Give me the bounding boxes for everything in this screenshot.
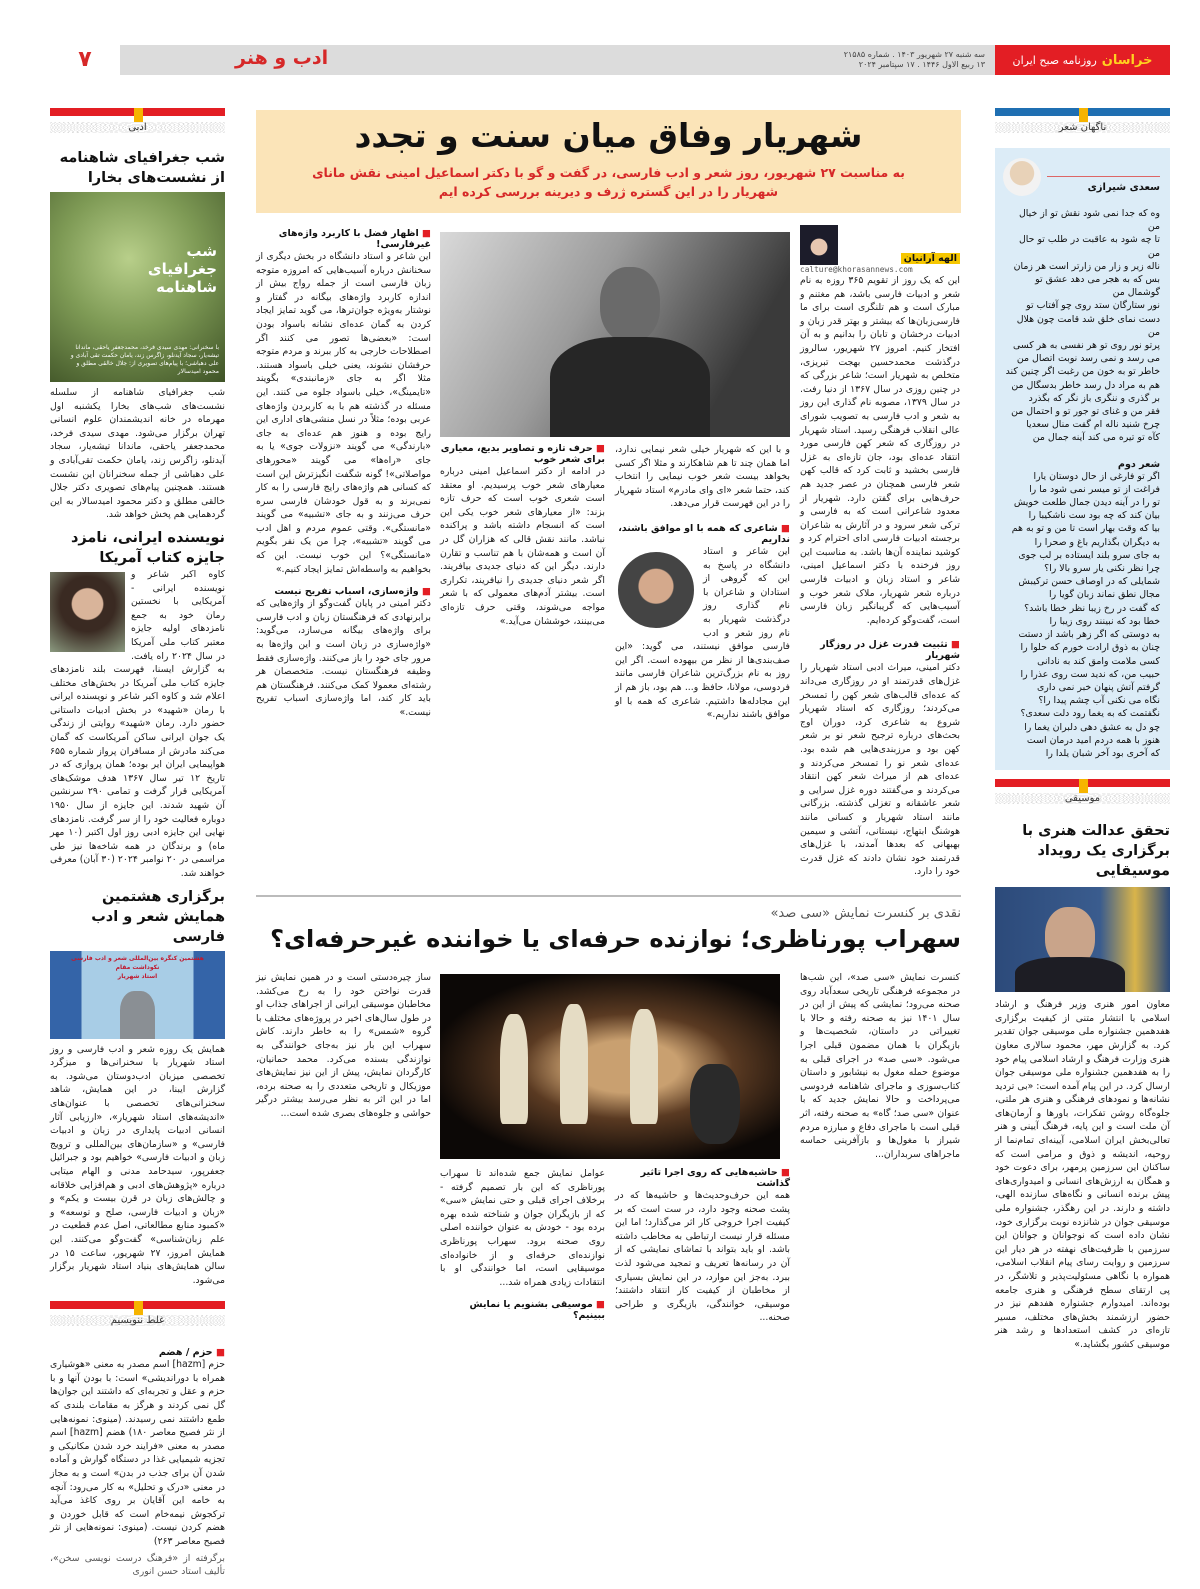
right-column [995, 108, 1170, 1352]
poem-line: مجال نطق نماند زبان گویا را [1049, 589, 1160, 601]
main-col-4 [256, 228, 431, 720]
poem-line: اگر تو فارغی از حال دوستان یارا [1033, 470, 1160, 482]
page-header [50, 45, 1170, 75]
poem-line: نور ستارگان ستد روی چو آفتاب تو [1026, 300, 1160, 312]
poem-line: که گفت در رخ زیبا نظر خطا باشد؟ [1024, 602, 1160, 614]
article-body: در ادامه از دکتر اسماعیل امینی درباره معیارهای شعر خوب پرسیدیم. او معتقد است شعری خوب است که حرف تازه بزند: «از معیارهای شعر خوب یکی این است که انسجام داشته باشد و پراکنده نباشد. مانند نقش قالی که هزاران گل در آن است و همه‌شان با هم تناسب و تقارن دارند. دیگر این که دنیای جدیدی بیافریند. اگر شعر دنیای جدیدی را نیافریند، تکراری است. بیشتر آدم‌های معمولی که با شعر مواجه می‌شوند، وقتی حرف تازه‌ای می‌بینند، خوششان می‌آید.» [440, 466, 605, 627]
article-body: معاون امور هنری وزیر فرهنگ و ارشاد اسلامی با انتشار متنی از کیفیت برگزاری هفدهمین جشنواره ملی موسیقی جوان تقدیر کرد. به گزارش مهر، محمود سالاری معاون هنری وزارت فرهنگ و ارشاد اسلامی پیام خود را به هفدهمین جشنواره ملی موسیقی جوان ارسال کرد. در این پیام آمده است: «بی تردید نشانه‌ها و نمودهای فرهنگی و هنری هر ملتی، جلوه‌گاه روشن تفکرات، باورها و آرمان‌های آن ملت است و این پایه، فرهنگ آیینی و هنر تعالی‌بخش ایران اسلامی، آیینه‌ای تمام‌نما از روحیه، اندیشه و ذوق و مرامی است که ساکنان این سرزمین پرمهر، برای دعوت خود و همگان به ارزش‌های انسانی و امیدواری‌های پیش برنده انسانی و نگاه‌های سازنده الهی، داشته و دارند. در این رهگذر، جشنواره ملی موسیقی جوان در شانزده نوبت برگزاری خود، نشان داده است که نوجوانان و جوانان این سرزمین با ظرفیت‌های نهفته در هر دیار این سرزمین و روایت رسای پیام انقلاب اسلامی، همواره با نگاهی مسئولیت‌پذیر و تلاشگر، در پی ارتقای سطح فرهنگی و هنری جامعه بوده‌اند. امیدوارم جشنواره هفدهم نیز در حضور ارزشمند بخش‌های مختلف، مسیر تازه‌ای در کشف استعدادها و رشد هنر موسیقی کشور بگشاید.» [995, 999, 1170, 1350]
poem-line: کآه تو تیره می کند آینه جمال من [1032, 432, 1160, 444]
main-area [256, 110, 961, 1335]
poem-line: فقر من و غنای تو جور تو و احتمال من [1011, 406, 1160, 418]
poem-line: دست نمای خلق شد قامت چون هلال من [1016, 313, 1160, 338]
poem-line: تا چه شود به عاقبت در طلب تو حال من [1019, 234, 1160, 259]
poem-line: حبیب من، که ندید ست روی عذرا را [1020, 668, 1160, 680]
divider [1047, 176, 1160, 177]
entry-title: ■ حزم / هضم [50, 1347, 225, 1358]
poem-line: نگفتمت که به یغما رود دلت سعدی؟ [1020, 708, 1160, 720]
poem-text [995, 203, 1170, 445]
article-body: این که یک روز از تقویم ۳۶۵ روزه به نام شعر و ادبیات فارسی باشد، هم مغتنم و مبارک است و هم تلنگری است برای ما فارسی‌زبان‌ها که بیشتر و بهتر قدر زبان و ادبیات درخشان و تابان را بدانیم و به آن افتخار کنیم. امروز ۲۷ شهریور، سالروز درگذشت محمدحسین بهجت تبریزی، متخلص به شهریار است؛ شاعر بزرگی که در چنین روزی در سال ۱۳۶۷ از دنیا رفت. در سال ۱۳۷۹، مصوبه نام گذاری این روز به شعر و ادب فارسی به تصویب شورای عالی انقلاب فرهنگی رسید. استاد شهریار در روزگاری که شعر کهن فارسی مورد انتقاد عده‌ای بود، جان تازه‌ای به غزل فارسی بخشید و ثابت کرد که قالب کهن شعر فارسی همچنان در عصر جدید هم حرف‌هایی برای گفتن دارد. شهریار از معدود شاعرانی است که به فارسی و ترکی شعر سرود و در آثارش به شاعران برجسته ادبیات فارسی ادای احترام کرد و کوشید نماینده آن‌ها باشد. به مناسبت این روز فرخنده با دکتر اسماعیل امینی، شاعر و استاد زبان و ادبیات فارسی درباره شعر شهریار، ملاک شعر خوب و آسیب‌هایی که گریبانگیر زبان فارسی است، گفت‌وگو کرده‌ایم. [800, 275, 961, 626]
review-article [256, 897, 961, 1335]
author-email[interactable]: calture@khorasannews.com [800, 265, 913, 274]
section-title: ادب و هنر [235, 47, 329, 69]
headline: شهریار وفاق میان سنت و تجدد [354, 116, 863, 155]
page-number: ۷ [50, 45, 120, 75]
review-col-2 [615, 1167, 790, 1325]
subheading: ■ اظهار فضل با کاربرد واژه‌های غیرفارسی! [256, 228, 431, 250]
poem-line: بیا که وقت بهار است تا من و تو به هم [1011, 523, 1160, 535]
box-label: ناگهان شعر [995, 122, 1170, 133]
poem-line: چنان به ذوق ارادت خورم که حلوا را [1020, 642, 1160, 654]
logo-brand: خراسان [1101, 52, 1153, 68]
article-body: کاوه اکبر شاعر و نویسنده ایرانی - آمریکایی با نخستین رمان خود به جمع نامزدهای اولیه جایزه معتبر کتاب ملی آمریکا در سال ۲۰۲۴ راه یافت. به گزارش ایسنا، فهرست بلند نامزدهای جایزه کتاب ملی آمریکا در بخش‌های مختلف اعلام شد و کاوه اکبر شاعر و نویسنده ایرانی با رمان «شهید» در بخش ادبیات داستانی حضور دارد. رمان «شهید» روایتی از زندگی یک جوان ایرانی ساکن آمریکاست که گمان می‌کند مادرش از مسافران پرواز شماره ۶۵۵ هواپیمایی ایران ایر بوده؛ همان پروازی که در تاریخ ۱۲ تیر سال ۱۳۶۷ هدف موشک‌های آمریکایی قرار گرفت و تمامی ۲۹۰ سرنشین آن شهید شدند. این جایزه از سال ۱۹۵۰ دوباره فعالیت خود را از سر گرفت. نامزدهای نهایی این جایزه ادبی روز اول اکتبر (۱۰ مهر ماه) و برندگان در همه شاخه‌ها نیز طی مراسمی در ۲۰ نوامبر ۲۰۲۴ (۳۰ آبان) معرفی خواهند شد. [50, 568, 225, 879]
issue-date [844, 50, 985, 70]
date-line: سه شنبه ۲۷ شهریور ۱۴۰۳ . شماره ۲۱۵۸۵ [843, 50, 985, 59]
poem-line: وه که جدا نمی شود نقش تو از خیال من [1019, 208, 1160, 233]
official-photo [995, 887, 1170, 992]
article-body: همایش یک روزه شعر و ادب فارسی و روز استاد شهریار با سخنرانی‌ها و میزگرد تخصصی میزبان ادب‌دوستان می‌شود. به گزارش ایبنا، در این همایش، شاهد سخنرانی‌های تخصصی با عنوان‌های «اندیشه‌های استاد شهریار»، «ارزیابی آثار انسانی ادبیات پایداری در زبان و ادبیات فارسی» و «سازمان‌های بین‌المللی و ترویج زبان و ادبیات فارسی» خواهیم بود و جبرائیل جعفرپور، سیدحامد مدنی و الهام میتایی درباره «پژوهش‌های ادبی و هم‌افزایی خلاقانه و چالش‌های زبان در قرن بیست و یکم» و «زبان و ادبیات فارسی، صلح و توسعه» و «کمبود منابع مطالعاتی، اصل عدم قطعیت در علم زبان‌شناسی» گفت‌وگو می‌کنند. این همایش امروز، ۲۷ شهریور، ساعت ۱۵ در سالن همایش‌های بنیاد استاد شهریار برگزار می‌شود. [50, 1043, 226, 1286]
main-col-3 [440, 443, 605, 628]
poem-line: فراغت از تو میسر نمی شود ما را [1029, 483, 1160, 495]
concert-photo [440, 974, 780, 1159]
shahnameh-poster [50, 192, 225, 382]
article-title: شب جغرافیای شاهنامه از نشست‌های بخارا [59, 150, 225, 186]
poem-line: به جای سرو بلند ایستاده بر لب جوی [1018, 549, 1160, 561]
kicker: نقدی بر کنسرت نمایش «سی صد» [770, 906, 961, 921]
logo-tagline: روزنامه صبح ایران [1012, 53, 1097, 67]
entry-source: برگرفته از «فرهنگ درست نویسی سخن»، تألیف استاد حسن انوری [50, 1552, 225, 1578]
poem-line: نگاه می نکنی آب چشم پیدا را؟ [1038, 695, 1160, 707]
poster-line: نکوداشت مقام [115, 963, 160, 971]
article-body: ساز چیره‌دستی است و در همین نمایش نیز قدرت نواختن خود را به رخ می‌کشد. مخاطبان موسیقی ایرانی از اجراهای جذاب او در طول سال‌های اخیر در پروژه‌های مختلف با گروه «شمس» را به خاطر دارند. کاش سهراب این بار نیز به‌جای خوانندگی به نوازندگی بسنده می‌کرد. محمد حمانیان، کارگردان نمایش، پیش از این نیز نمایش‌های موزیکال و تاریخی متعددی را به صحنه برده، اما در این اثر به نظر می‌رسد بیشتر درگیر حواشی و جلوه‌های بصری شده است... [256, 972, 431, 1119]
box-label: موسیقی [995, 793, 1170, 804]
poem-line: کسی ملامت وامق کند به نادانی [1037, 655, 1160, 667]
headline-box [256, 110, 961, 213]
article-body: شب جغرافیای شاهنامه از سلسله نشست‌های شب‌های بخارا یکشنبه اول مهرماه در خانه اندیشمندان علوم انسانی تهران برگزار می‌شود. مهدی سیدی فرخد، محمدجعفر یاحقی، ماندانا تیشه‌یار، سجاد آیدنلو، زاگرس زند، یامان حکمت تقی‌آبادی و علی دهباشی از جمله سخنرانان این نشست هستند. همچنین پیام‌های تصویری دکتر جلال خالقی مطلق و دکتر محمود امیدسالار به این گردهمایی هم پخش خواهد شد. [50, 387, 225, 521]
poem-line: می رسد و نمی رسد نوبت اتصال من [1016, 353, 1160, 365]
article-body: این شاعر و استاد دانشگاه در پاسخ به این که گروهی از استادان و شاعران با نام گذاری روز درگذشت شهریار به نام روز شعر و ادب فارسی موافق نیستند، می گوید: «این صف‌بندی‌ها از نظر من بیهوده است. اگر این روز به نام بزرگ‌ترین شاعران فارسی مانند فردوسی، مولانا، حافظ و... هم بود، باز هم از این مجادله‌ها داشتیم. شاعری که همه با او موافق باشند نداریم.» [615, 545, 790, 721]
poem-line: خاطر تو به خون من رغبت اگر چنین کند [1005, 366, 1160, 378]
review-header [256, 906, 961, 953]
subheading: ■ واژه‌سازی، اسباب تفریح نیست [256, 586, 431, 597]
review-col-3 [440, 1167, 605, 1321]
poem-line: گرفتم آتش پنهان خبر نمی داری [1036, 681, 1160, 693]
author-photo [50, 572, 125, 652]
article-body: همه این حرف‌وحدیث‌ها و حاشیه‌ها که در پشت صحنه وجود دارد، در ست است که بر کیفیت اجرا خروجی کار اثر می‌گذارد؛ اما این مسئله قرار نیست ارتباطی به مخاطب داشته باشد. او باید بتواند با تماشای نمایشی که از آن در رسانه‌ها تعریف و تمجید می‌شود لذت ببرد. به‌جز این موارد، در این نمایش بسیاری از مخاطبان از کیفیت کار انتقاد داشتند؛ موسیقی، خوانندگی، بازیگری و طراحی صحنه... [615, 1190, 790, 1324]
poem-line: به دوستی که اگر زهر باشد از دستت [1018, 629, 1160, 641]
poet-name: سعدی شیرازی [1087, 182, 1160, 193]
article-title: نویسنده ایرانی، نامزد جایزه کتاب آمریکا [70, 529, 225, 566]
poster-line: استاد شهریار [117, 972, 158, 980]
poem-line: که آخری بود آخر شبان یلدا را [1045, 747, 1160, 759]
poem-line: بیان کند که چه بود ست ناشکیبا را [1028, 510, 1160, 522]
poem-box [995, 108, 1170, 770]
subheading: ■ شاعری که همه با او موافق باشند، نداریم [615, 523, 790, 545]
shahriar-photo [440, 232, 790, 437]
author-photo [800, 225, 838, 265]
lead: به مناسبت ۲۷ شهریور، روز شعر و ادب فارسی، در گفت و گو با دکتر اسماعیل امینی نقش مانای شهریار را در این گستره ژرف و دیرینه بررسی کرده ایم [312, 165, 905, 199]
poet-portrait [1003, 158, 1041, 196]
article-title: تحقق عدالت هنری با برگزاری یک رویداد موسیقایی [1022, 823, 1170, 880]
poem-line: بر گذری و ننگری باز نگر که بگذرد [1028, 392, 1160, 404]
article-body: کنسرت نمایش «سی صد»، این شب‌ها در مجموعه فرهنگی تاریخی سعدآباد روی صحنه می‌رود؛ نمایشی که پیش از این در سال ۱۴۰۱ نیز به صحنه رفته و حالا با تغییراتی در داستان، شخصیت‌ها و بازیگران با همان مضمون قبلی اجرا می‌شود. «سی صد» در اجرای قبلی به موضوع حمله مغول به نیشابور و داستان کتاب‌سوزی و ماجرای شاهنامه فردوسی می‌پرداخت و حالا نمایش جدید که با عنوان «سی صد؛ گاه» به صحنه رفته، اثر قبلی است با ماجرای دفاع و مبارزه مردم شیراز با مغول‌ها و بازآفرینی حماسه ماجراهای سربداران... [800, 972, 960, 1160]
poem-line: ناله زیر و زار من زارتر است هر زمان [1013, 260, 1160, 272]
poem-line: چرخ شنید ناله ام گفت منال سعدیا [1026, 419, 1160, 431]
interview-article [256, 110, 961, 889]
poem-line: شمایلی که در اوصاف حسن ترکیبش [1018, 576, 1160, 588]
music-news [995, 779, 1170, 1351]
poem-line: تو را در آینه دیدن جمال طلعت خویش [1013, 497, 1160, 509]
poem-line: خطا بود که نبینند روی زیبا را [1049, 615, 1160, 627]
subheading: ■ موسیقی بشنویم یا نمایش ببینیم؟ [440, 1299, 605, 1321]
poem-subtitle: شعر دوم [1117, 458, 1160, 470]
main-col-2 [615, 443, 790, 722]
poem-line: هم به مراد دل رسد خاطر بدسگال من [1011, 379, 1160, 391]
left-news-column [50, 108, 225, 1579]
box-label: ادبی [50, 122, 225, 133]
subheading: ■ تثبیت قدرت غزل در روزگار شهریار [800, 639, 960, 661]
entry-body: حزم [hazm] اسم مصدر به معنی «هوشیاری همراه با دوراندیشی» است: با بودن آنها و با حزم و عقل و تجربه‌ای که داشتند این جوان‌ها گل نمی کردند و هرگز به مقامات بلندی که طمع داشتند نمی رسیدند. (مینوی: نمونه‌هایی از نثر فصیح معاصر ۱۸۰) هضم [hazm] اسم مصدر به معنی «فرایند خرد شدن مکانیکی و تجزیه شیمیایی غذا در دستگاه گوارش و آماده شدن آن برای جذب در بدن» است و به مجاز در معنی «درک و تحلیل» به کار می‌رود: آنچه به خامه این آقایان بر روی کاغذ می‌آید ترکجوش نیمه‌خام است که قابل خوردن و هضم کردن نیست. (مینوی: نمونه‌هایی از نثر فصیح معاصر ۲۶۳) [50, 1359, 226, 1547]
headline: سهراب پورناظری؛ نوازنده حرفه‌ای یا خواننده غیرحرفه‌ای؟ [270, 925, 961, 953]
poem-text [995, 470, 1170, 760]
poem-line: هنوز با همه دردم امید درمان است [1026, 734, 1160, 746]
poem-line: چرا نظر نکنی یار سرو بالا را؟ [1044, 563, 1160, 575]
date-line: ۱۳ ربیع الاول ۱۴۴۶ . ۱۷ سپتامبر ۲۰۲۴ [858, 60, 985, 69]
author-name: الهه آرانیان [901, 253, 960, 264]
amini-photo [615, 549, 697, 631]
article-body: و با این که شهریار خیلی شعر نیمایی ندارد، اما همان چند تا هم شاهکارند و مثلا اگر کسی بخواهد بیست شعر خوب نیمایی را انتخاب کند، حتما شعر «ای وای مادرم» استاد شهریار را در این فهرست قرار می‌دهد. [614, 444, 790, 510]
congress-poster [50, 951, 225, 1039]
article-body: دکتر امینی، میراث ادبی استاد شهریار را غزل‌های قدرتمند او در روزگاری می‌داند که عده‌ای قالب‌های شعر کهن را تمسخر می‌کردند؛ روزگاری که استاد شهریار شروع به شاعری کرد، دوران اوج بحث‌های درباره ترجیح شعر نو بر شعر کهن بود و مرزبندی‌هایی هم شده بود. عده‌ای شعر نو را تمسخر می‌کردند و عده‌ای هم از میراث شعر کهن انتقاد می‌کردند و می‌گفتند دوره غزل سرایی و شعر عاشقانه و تغزلی گذشته. بزرگانی مانند استاد شهریار و کسانی مانند هوشنگ ابتهاج، نیستانی، آتشی و سیمین بهبهانی که بعدها آمدند، با غزل‌های قدرتمند خود نشان دادند که غزل قدرت خود را دارد. [800, 662, 960, 878]
poem-line: چو دل به عشق دهی دلبران یغما را [1024, 721, 1160, 733]
newspaper-logo [995, 45, 1170, 75]
poster-credits: با سخنرانی: مهدی سیدی فرخد، محمدجعفر یاحقی، ماندانا تیشه‌یار، سجاد آیدنلو، زاگرس زند، یامان حکمت تقی آبادی و علی دهباشی؛ با پیام‌های تصویری از: جلال خالقی مطلق و محمود امیدسالار [70, 344, 219, 375]
article-title: برگزاری هشتمین همایش شعر و ادب فارسی [91, 888, 225, 945]
poster-title: شب جغرافیای شاهنامه [147, 242, 217, 296]
article-body: دکتر امینی در پایان گفت‌وگو از واژه‌هایی که برابرنهادی که فرهنگستان زبان و ادب فارسی برای واژه‌های بیگانه می‌سازد، می‌گوید: «واژه‌سازی در زبان است و این واژه‌ها به مرور جای خود را باز می‌کنند. واژه‌سازی فقط وظیفه فرهنگستان نیست. متخصصان هر رشته‌ای معمولا کمک می‌کنند. فرهنگستان هم باید کار کند، اما واژه‌سازی اسباب تفریح نیست.» [256, 598, 431, 718]
main-col-1 [800, 225, 960, 879]
poster-line: هشتمین کنگره بین‌المللی شعر و ادب فارسی [71, 954, 204, 962]
poem-line: پرتو نور روی تو هر نفسی به هر کسی [1013, 340, 1160, 352]
article-body: عوامل نمایش جمع شده‌اند تا سهراب پورناظری که این بار تصمیم گرفته - برخلاف اجرای قبلی و حتی نمایش «سی» که از بازیگران جوان و شناخته شده بهره برده بود - خودش به عنوان خواننده اصلی روی صحنه برود. سهراب پورناظری نوازنده‌ای حرفه‌ای و از خانواده‌ای موسیقایی است، اما خوانندگی او با انتقادات زیادی همراه شد... [440, 1168, 605, 1288]
article-body: این شاعر و استاد دانشگاه در بخش دیگری از سخنانش درباره آسیب‌هایی که امروزه متوجه زبان فارسی است از جمله رواج بیش از اندازه کاربرد واژه‌های بیگانه در گفتار و نوشتار به‌ویژه جوان‌ترها، می گوید تمایز ایجاد کردن به گمان عده‌ای نشانه باسواد بودن است: «بعضی‌ها تصور می کنند اگر اصطلاحات خارجی به کار ببرند و مردم متوجه حرفشان نشوند، یعنی خیلی باسواد هستند. مثلا اگر به جای «زمانبندی» بگویند «تایمینگ»، خیلی باسواد جلوه می کنند. این مسئله در گذشته هم با به کاربردن واژه‌های عربی بوده؛ مثلاً در نسل منشی‌های اداری این رایج بوده و هنوز هم عده‌ای به جای «بارندگی» می گویند «نزولات جوی» یا به جای «راه‌ها» می گویند «محورهای مواصلاتی»! گونه شگفت انگیزترش این است که کسانی هم واژه‌های رایج فارسی را به کار نمی‌برند و به قول خودشان فارسی سره حرف می‌زنند و به جای «تشبیه» می گویند «مانستگی». وقتی عموم مردم و اهل ادب می گویند «تشبیه»، چرا من یک نفر بگویم «مانستگی»؟ این خوب نیست. این که بخواهیم به واسطه‌اش تمایز ایجاد کنیم.» [256, 251, 431, 575]
poem-line: بس که به هجر می دهد عشق تو گوشمال من [1035, 274, 1160, 299]
grammar-box [50, 1301, 225, 1579]
subheading: ■ حاشیه‌هایی که روی اجرا تاثیر گذاشت [615, 1167, 790, 1189]
subheading: ■ حرف تازه و تصاویر بدیع، معیاری برای شعر خوب [440, 443, 605, 465]
poem-line: به دیگران بگذاریم باغ و صحرا را [1034, 536, 1160, 548]
box-label: غلط ننویسیم [50, 1315, 225, 1326]
